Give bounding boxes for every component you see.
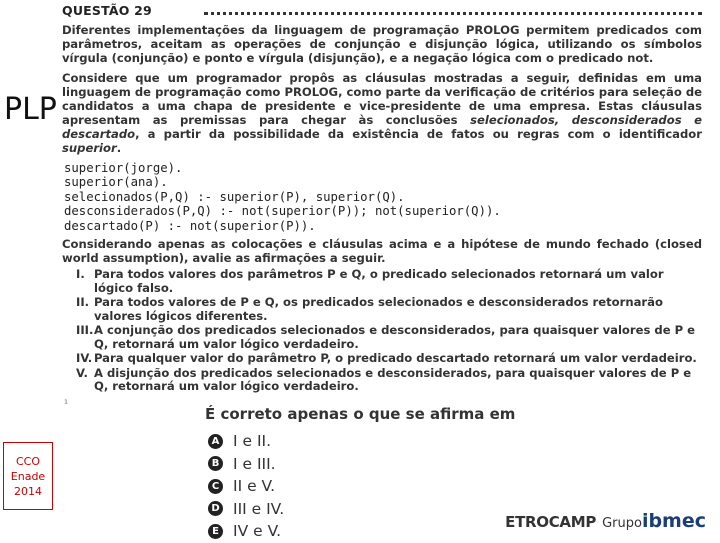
question-intro: Diferentes implementações da linguagem de programação PROLOG permitem predicados com parâmetros, aceitam as operações de conjunção e disjunção lógica, utilizando os símbolos vírgula (conjunção) e ponto e vírgula (disjunção), e a negação lógica com o predicado not.	[62, 23, 702, 65]
code-line: superior(jorge).	[64, 161, 183, 175]
badge-line-2: Enade	[10, 469, 46, 483]
option-letter-icon: C	[208, 479, 223, 494]
option-e[interactable]: E IV e V.	[208, 520, 284, 543]
side-title: PLP	[4, 92, 57, 127]
code-line: desconsiderados(P,Q) :- not(superior(P)); not(superior(Q)).	[64, 204, 501, 219]
question-header	[62, 0, 702, 23]
option-d[interactable]: D III e IV.	[208, 498, 284, 521]
statement-item: IV. Para qualquer valor do parâmetro P, o predicado descartado retornará um valor verdadeiro.	[76, 351, 697, 366]
option-letter-icon: A	[208, 434, 223, 449]
answer-options	[208, 430, 284, 543]
option-b[interactable]: B I e III.	[208, 453, 284, 476]
dotted-rule	[204, 12, 702, 15]
question-document	[62, 0, 702, 395]
institution-logo: ETROCAMP Grupo ibmec	[505, 510, 706, 532]
badge-line-1: CCO	[15, 454, 41, 468]
statement-list	[76, 267, 702, 394]
stray-mark: ¹	[64, 399, 69, 410]
option-letter-icon: D	[208, 501, 223, 516]
option-c[interactable]: C II e V.	[208, 475, 284, 498]
code-line: superior(ana).	[64, 175, 168, 190]
badge-line-3: 2014	[14, 484, 42, 498]
question-context: Considere que um programador propôs as cláusulas mostradas a seguir, definidas em uma linguagem de programação como PROLOG, como parte da verificação de critérios para seleção de candidatos a uma chapa de presidente e vice-presidente de uma empresa. Estas cláusulas apresentam as premissas para chegar às conclusões selecionados, desconsiderados e descartado, a partir da possibilidade da existência de fatos ou regras com o identificador superior.	[62, 71, 702, 155]
answer-prompt: É correto apenas o que se afirma em	[205, 405, 516, 423]
statement-item: II. Para todos valores de P e Q, os predicados selecionados e desconsiderados retornarão valores lógicos diferentes.	[76, 295, 663, 323]
statement-item: I. Para todos valores dos parâmetros P e Q, o predicado selecionados retornará um valor lógico falso.	[76, 267, 664, 295]
option-letter-icon: E	[208, 524, 223, 539]
option-letter-icon: B	[208, 456, 223, 471]
code-line: descartado(P) :- not(superior(P)).	[64, 218, 316, 233]
exam-badge	[3, 442, 53, 510]
question-instruction: Considerando apenas as colocações e cláusulas acima e a hipótese de mundo fechado (closed world assumption), avalie as afirmações a seguir.	[62, 237, 702, 266]
option-a[interactable]: A I e II.	[208, 430, 284, 453]
code-line: selecionados(P,Q) :- superior(P), superior(Q).	[64, 189, 405, 204]
question-title: QUESTÃO 29	[62, 3, 152, 18]
prolog-code-block	[64, 161, 702, 233]
statement-item: III. A conjunção dos predicados selecionados e desconsiderados, para quaisquer valores de P e Q, retornará um valor lógico verdadeiro.	[76, 323, 696, 351]
statement-item: V. A disjunção dos predicados selecionados e desconsiderados, para quaisquer valores de P e Q, retornará um valor lógico verdadeiro.	[76, 365, 692, 394]
